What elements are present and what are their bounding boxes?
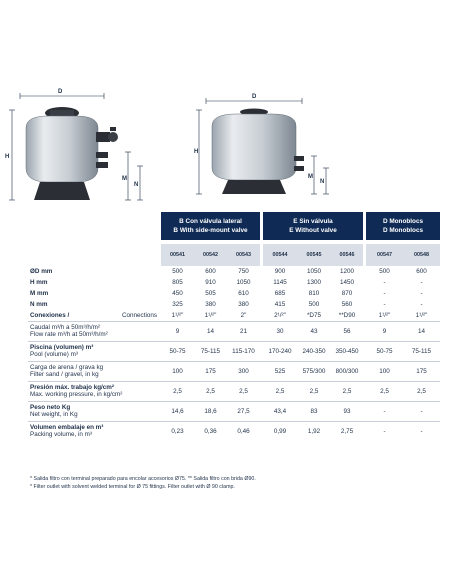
table-cell: 43	[297, 321, 331, 341]
model-code-header: 00548	[403, 244, 440, 266]
table-row	[28, 266, 440, 277]
table-cell: 575/300	[297, 361, 331, 381]
table-row	[28, 299, 440, 310]
dimension-d-label: D	[252, 94, 257, 100]
table-cell: 750	[238, 268, 249, 275]
table-cell: 0,99	[263, 421, 297, 441]
table-cell: 500	[379, 268, 390, 275]
table-cell: 2,5	[403, 381, 440, 401]
table-cell: 415	[274, 301, 286, 308]
footnotes	[30, 475, 440, 491]
table-cell: 9	[161, 321, 194, 341]
table-cell: -	[383, 301, 386, 308]
row-label: M mm	[30, 290, 49, 297]
table-row	[28, 321, 440, 341]
table-cell: 325	[172, 301, 183, 308]
table-cell: 2"	[240, 311, 247, 319]
table-cell: 100	[366, 361, 403, 381]
table-cell: 1¹/²"	[171, 311, 184, 319]
model-code-header: 00547	[366, 244, 403, 266]
dimension-d-label: D	[58, 89, 63, 95]
table-cell: 2,5	[331, 381, 363, 401]
table-cell: -	[403, 421, 440, 441]
table-cell: 800/300	[331, 361, 363, 381]
model-code-header: 00542	[194, 244, 227, 266]
table-cell: -	[420, 301, 423, 308]
table-cell: 1450	[339, 279, 354, 286]
table-cell: 0,23	[161, 421, 194, 441]
row-label: ØD mm	[30, 268, 53, 275]
band-e-es: E Sin válvula	[293, 218, 333, 225]
band-side-mount-valve	[161, 212, 260, 240]
table-row	[28, 288, 440, 299]
table-cell: 560	[341, 301, 353, 308]
table-cell: 75-115	[194, 341, 227, 361]
table-cell: 2,5	[161, 381, 194, 401]
table-cell: 805	[172, 279, 183, 286]
filter-with-side-valve-drawing	[5, 89, 143, 200]
table-cell: 500	[172, 268, 183, 275]
row-label: Peso neto Kg Net weight, in Kg	[28, 401, 161, 421]
table-cell: **D90	[338, 311, 356, 319]
table-cell: 83	[297, 401, 331, 421]
table-cell: 300	[227, 361, 260, 381]
filter-without-valve-drawing	[194, 94, 329, 194]
table-cell: 50-75	[161, 341, 194, 361]
table-cell: 900	[274, 268, 286, 275]
model-code-header: 00544	[263, 244, 297, 266]
table-cell: 93	[331, 401, 363, 421]
table-cell: -	[366, 421, 403, 441]
table-cell: 2,5	[194, 381, 227, 401]
dimension-h-label: H	[5, 154, 10, 160]
dimension-m-label: M	[308, 174, 313, 180]
table-cell: 2,75	[331, 421, 363, 441]
table-cell: 2,5	[263, 381, 297, 401]
band-without-valve	[263, 212, 363, 240]
table-cell: 115-170	[227, 341, 260, 361]
dimension-m-label: M	[122, 176, 127, 182]
table-cell: 18,6	[194, 401, 227, 421]
table-cell: 1050	[306, 268, 321, 275]
dimension-n-label: N	[134, 182, 139, 188]
table-cell: 505	[205, 290, 216, 297]
table-cell: 1,92	[297, 421, 331, 441]
table-cell: 380	[205, 301, 216, 308]
table-cell: 610	[238, 290, 249, 297]
table-cell: 1300	[306, 279, 321, 286]
dimension-h-label: H	[194, 149, 199, 155]
table-cell: 2,5	[227, 381, 260, 401]
table-cell: 1¹/²"	[415, 311, 428, 319]
model-code-header: 00543	[227, 244, 260, 266]
row-label: Carga de arena / grava kg Filter sand / gravel, in kg	[28, 361, 161, 381]
table-cell: 1145	[273, 279, 287, 286]
table-row	[28, 401, 440, 421]
table-cell: -	[420, 290, 423, 297]
table-cell: 600	[205, 268, 216, 275]
table-cell: 685	[274, 290, 286, 297]
table-row	[28, 341, 440, 361]
table-cell: 0,36	[194, 421, 227, 441]
table-cell: 175	[194, 361, 227, 381]
table-cell: -	[403, 401, 440, 421]
table-cell: 910	[205, 279, 216, 286]
table-cell: -	[383, 290, 386, 297]
table-cell: 14,6	[161, 401, 194, 421]
table-row	[28, 277, 440, 288]
row-label: Conexiones / Connections	[30, 311, 157, 319]
row-label: Volumen embalaje en m³ Packing volume, in m³	[28, 421, 161, 441]
table-cell: -	[420, 279, 423, 286]
table-row	[28, 381, 440, 401]
table-cell: -	[366, 401, 403, 421]
table-cell: 100	[161, 361, 194, 381]
table-cell: 240-350	[297, 341, 331, 361]
table-cell: 500	[308, 301, 320, 308]
table-cell: 50-75	[366, 341, 403, 361]
table-cell: 56	[331, 321, 363, 341]
table-cell: 27,5	[227, 401, 260, 421]
table-cell: 2¹/²"	[274, 311, 286, 319]
table-cell: 1¹/²"	[378, 311, 391, 319]
row-label: N mm	[30, 301, 48, 308]
table-cell: 75-115	[403, 341, 440, 361]
filter-diagrams	[0, 0, 452, 215]
band-b-es: B Con válvula lateral	[179, 218, 242, 225]
table-cell: 43,4	[263, 401, 297, 421]
table-cell: 175	[403, 361, 440, 381]
table-cell: 170-240	[263, 341, 297, 361]
table-row	[28, 361, 440, 381]
table-cell: 14	[403, 321, 440, 341]
table-cell: 0,46	[227, 421, 260, 441]
band-d-es: D Monoblocs	[382, 218, 424, 225]
footnote-es: * Salida filtro con terminal preparado para encolar accesorios Ø75. ** Salida filtro con brida Ø90.	[30, 476, 256, 482]
table-cell: 1200	[339, 268, 354, 275]
table-cell: 1050	[236, 279, 251, 286]
dimension-n-label: N	[320, 179, 325, 185]
band-b-en: B With side-mount valve	[173, 227, 248, 234]
table-cell: 810	[308, 290, 320, 297]
table-cell: -	[383, 279, 386, 286]
table-cell: 380	[238, 301, 249, 308]
footnote-en: * Filter outlet with solvent welded terminal for Ø 75 fittings. Filter outlet with Ø 90 clamp.	[30, 484, 235, 490]
model-code-header: 00546	[331, 244, 363, 266]
table-cell: 30	[263, 321, 297, 341]
table-row	[28, 421, 440, 441]
row-label: Caudal m³/h a 50m³/h/m² Flow rate m³/h at 50m³/h/m²	[28, 321, 161, 341]
specifications-table	[28, 244, 440, 441]
model-code-header: 00545	[297, 244, 331, 266]
table-cell: 450	[172, 290, 183, 297]
table-cell: 525	[263, 361, 297, 381]
table-cell: 21	[227, 321, 260, 341]
row-label: Piscina (volumen) m³ Pool (volume) m³	[28, 341, 161, 361]
table-cell: 1¹/²"	[204, 311, 217, 319]
band-monoblocs	[366, 212, 440, 240]
table-row	[28, 310, 440, 321]
band-d-en: D Monoblocs	[382, 227, 424, 234]
band-e-en: E Without valve	[289, 227, 337, 234]
table-cell: 14	[194, 321, 227, 341]
row-label: Presión máx. trabajo kg/cm² Max. working pressure, in kg/cm²	[28, 381, 161, 401]
table-cell: 9	[366, 321, 403, 341]
table-cell: *D75	[306, 311, 321, 319]
table-cell: 2,5	[366, 381, 403, 401]
label-column-header	[28, 244, 161, 266]
model-code-header: 00541	[161, 244, 194, 266]
row-label: H mm	[30, 279, 48, 286]
table-cell: 2,5	[297, 381, 331, 401]
table-cell: 600	[416, 268, 427, 275]
table-cell: 870	[341, 290, 353, 297]
table-cell: 350-450	[331, 341, 363, 361]
